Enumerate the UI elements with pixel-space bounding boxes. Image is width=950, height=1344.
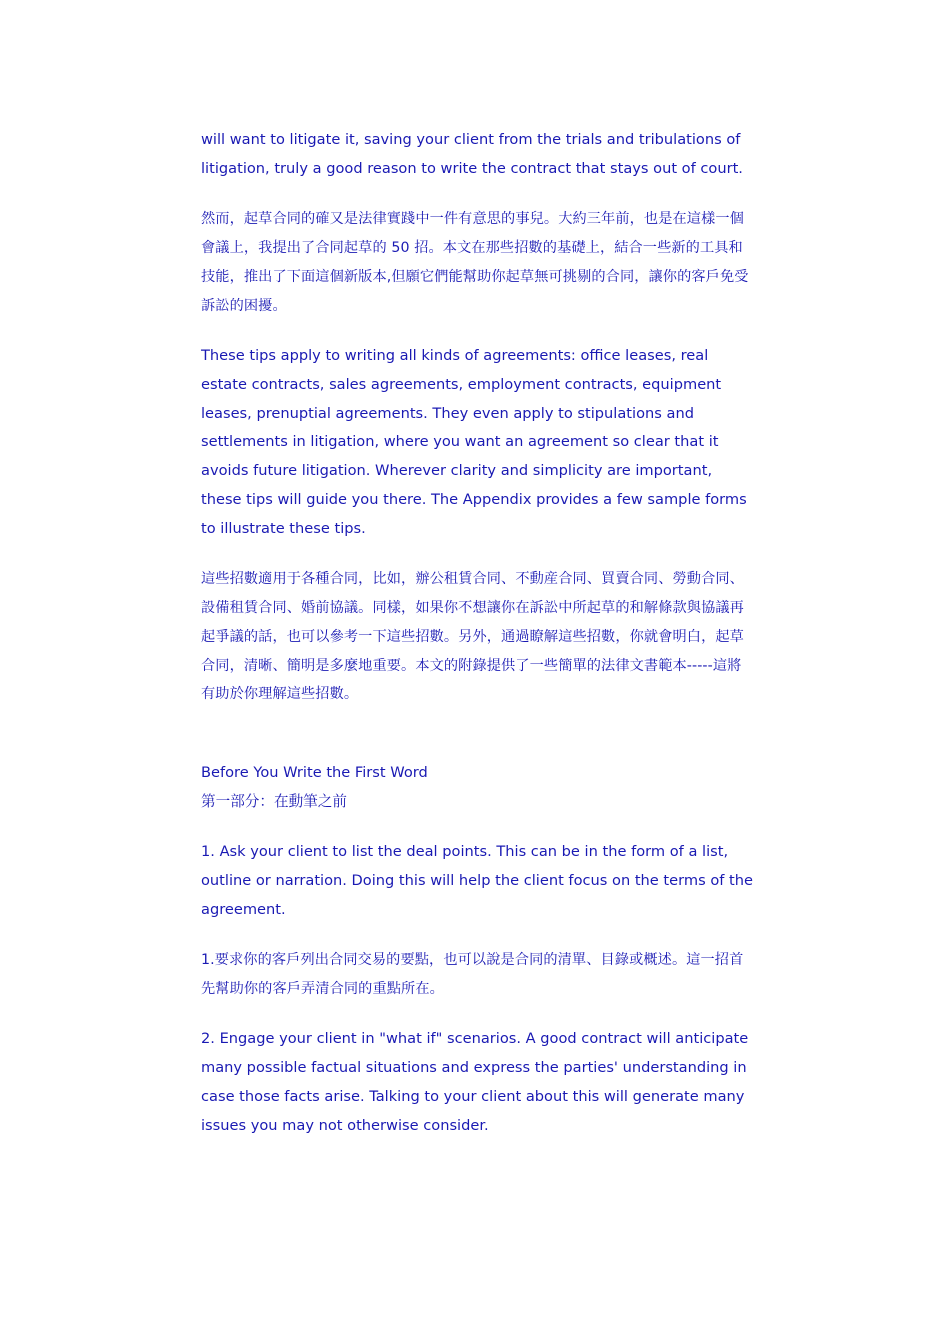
tip-1-cn: 1.要求你的客戶列出合同交易的要點，也可以說是合同的清單、目錄或概述。這一招首先幫助你的客戶弄清合同的重點所在。 <box>201 952 744 998</box>
document-body <box>201 126 753 1162</box>
section-heading-cn: 第一部分：在動筆之前 <box>201 792 347 810</box>
tip-1-en: 1. Ask your client to list the deal points. This can be in the form of a list, outline or narration. Doing this will help the client focus on the terms of the agreement. <box>201 843 753 918</box>
paragraph-tips-apply-en: These tips apply to writing all kinds of agreements: office leases, real estate contracts, sales agreements, employment contracts, equipment leases, prenuptial agreements. They even apply to stipulations and settlements in litigation, where you want an agreement so clear that it avoids future litigation. Wherever clarity and simplicity are important, these tips will guide you there. The Appendix provides a few sample forms to illustrate these tips. <box>201 346 747 537</box>
section-heading <box>201 759 753 817</box>
paragraph-litigation-intro-en: will want to litigate it, saving your client from the trials and tribulations of litigation, truly a good reason to write the contract that stays out of court. <box>201 131 743 177</box>
paragraph-litigation-intro-cn: 然而，起草合同的確又是法律實踐中一件有意思的事兒。大約三年前，也是在這樣一個會議上，我提出了合同起草的 50 招。本文在那些招數的基礎上，結合一些新的工具和技能，推出了下面這個新版本,但願它們能幫助你起草無可挑剔的合同，讓你的客戶免受訴訟的困擾。 <box>201 211 749 314</box>
section-heading-en: Before You Write the First Word <box>201 764 428 782</box>
tip-2-en: 2. Engage your client in "what if" scenarios. A good contract will anticipate many possible factual situations and express the parties' understanding in case those facts arise. Talking to your client about this will generate many issues you may not otherwise consider. <box>201 1030 749 1134</box>
paragraph-tips-apply-cn: 這些招數適用于各種合同，比如，辦公租賃合同、不動産合同、買賣合同、勞動合同、設備租賃合同、婚前協議。同樣，如果你不想讓你在訴訟中所起草的和解條款與協議再起爭議的話，也可以參考一下這些招數。另外，通過瞭解這些招數，你就會明白，起草合同，清晰、簡明是多麼地重要。本文的附錄提供了一些簡單的法律文書範本-----這將有助於你理解這些招數。 <box>201 571 744 703</box>
